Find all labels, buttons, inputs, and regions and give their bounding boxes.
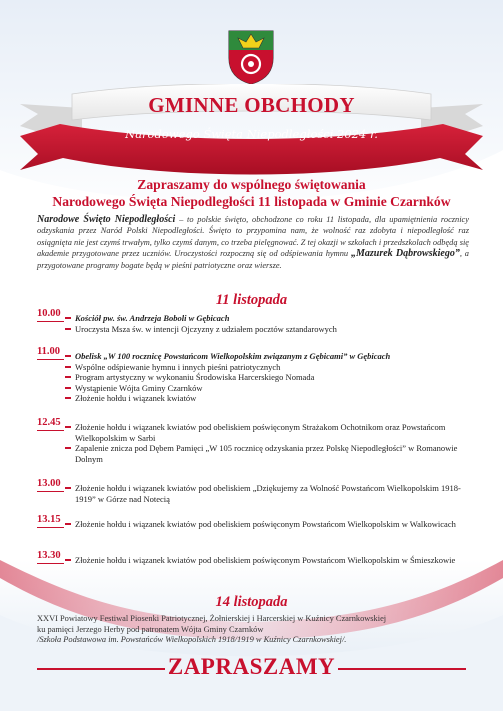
- list-item: Wspólne odśpiewanie hymnu i innych pieśni patriotycznych: [65, 362, 475, 373]
- day2-heading: 14 listopada: [215, 594, 288, 610]
- time-underline: [37, 563, 64, 564]
- coat-of-arms-icon: [226, 28, 276, 86]
- list-item: Zapalenie znicza pod Dębem Pamięci „W 105 rocznicę odzyskania przez Polskę Niepodległości” w Romanowie Dolnym: [65, 443, 475, 464]
- slot-time: 12.45: [37, 417, 61, 428]
- dash-icon: [65, 523, 71, 525]
- slot-time: 13.30: [37, 550, 61, 561]
- intro-paragraph: [37, 214, 469, 271]
- dash-icon: [65, 487, 71, 489]
- list-item: Złożenie hołdu i wiązanek kwiatów pod obeliskiem poświęconym Powstańcom Wielkopolskim w Śmieszkowie: [65, 555, 475, 566]
- time-underline: [37, 491, 64, 492]
- list-item: Obelisk „W 100 rocznicę Powstańcom Wielkopolskim związanym z Gębicami” w Gębicach: [65, 351, 475, 362]
- headline-line-2: Narodowego Święta Niepodległości 11 listopada w Gminie Czarnków: [52, 194, 451, 209]
- list-item: Program artystyczny w wykonaniu Środowiska Harcerskiego Nomada: [65, 372, 475, 383]
- intro-lead: Narodowe Święto Niepodległości: [37, 214, 176, 225]
- time-underline: [37, 430, 64, 431]
- list-item: Złożenie hołdu i wiązanek kwiatów pod obeliskiem poświęconym Strażakom Ochotnikom oraz Powstańcom Wielkopolskim w Sarbi: [65, 422, 475, 443]
- list-item: Złożenie hołdu i wiązanek kwiatów: [65, 393, 475, 404]
- list-item: Uroczysta Msza św. w intencji Ojczyzny z udziałem pocztów sztandarowych: [65, 324, 475, 335]
- list-item: Złożenie hołdu i wiązanek kwiatów pod obeliskiem „Dziękujemy za Wolność Powstańcom Wielkopolskim 1918-1919” w Górze nad Notecią: [65, 483, 475, 504]
- dash-icon: [65, 376, 71, 378]
- slot-time: 13.00: [37, 478, 61, 489]
- dash-icon: [65, 355, 71, 357]
- page-title: GMINNE OBCHODY: [148, 93, 355, 117]
- dash-icon: [65, 426, 71, 428]
- intro-anthem: „Mazurek Dąbrowskiego”: [350, 248, 460, 260]
- list-item: Kościół pw. św. Andrzeja Boboli w Gębicach: [65, 313, 475, 324]
- time-underline: [37, 359, 64, 360]
- dash-icon: [65, 387, 71, 389]
- dash-icon: [65, 447, 71, 449]
- day1-heading: 11 listopada: [215, 292, 288, 308]
- intro-text-2: , a przygotowane programy bogate będą w pieśni patriotyczne oraz wiersze.: [37, 249, 469, 270]
- festival-line-3: /Szkoła Podstawowa im. Powstańców Wielkopolskich 1918/1919 w Kuźnicy Czarnkowskiej/.: [37, 635, 347, 645]
- time-underline: [37, 527, 64, 528]
- footer-invitation: ZAPRASZAMY: [167, 654, 336, 679]
- list-item: Wystąpienie Wójta Gminy Czarnków: [65, 383, 475, 394]
- headline: [0, 176, 503, 210]
- intro-text-1: – to polskie święto, obchodzone co roku 11 listopada, dla upamiętnienia rocznicy odzyskania przez Naród Polski Niepodległości. Święto to przypomina nam, że wolność raz zdobyta i niepodległość raz osiągnięta nie jest czymś trwałym, tylko czymś danym, co trzeba pielęgnować. Z tej okazji w szkołach i przedszkolach odbędą się akademie przygotowane przez uczniów. Uroczystości rozpoczną się od odśpiewania hymnu: [37, 215, 469, 259]
- dash-icon: [65, 397, 71, 399]
- slot-time: 13.15: [37, 514, 61, 525]
- slot-time: 10.00: [37, 308, 61, 319]
- dash-icon: [65, 317, 71, 319]
- dash-icon: [65, 366, 71, 368]
- list-item: Złożenie hołdu i wiązanek kwiatów pod obeliskiem poświęconym Powstańcom Wielkopolskim w Walkowicach: [65, 519, 475, 530]
- festival-line-1: XXVI Powiatowy Festiwal Piosenki Patriotycznej, Żołnierskiej i Harcerskiej w Kuźnicy Czarnkowskiej: [37, 614, 387, 623]
- dash-icon: [65, 559, 71, 561]
- time-underline: [37, 321, 64, 322]
- headline-line-1: Zapraszamy do wspólnego świętowania: [137, 177, 366, 192]
- slot-time: 11.00: [37, 346, 61, 357]
- page-subtitle: Narodowego Święta Niepodległości 2024 r.: [125, 127, 378, 141]
- festival-info: [37, 614, 477, 646]
- dash-icon: [65, 328, 71, 330]
- festival-line-2: ku pamięci Jerzego Herby pod patronatem Wójta Gminy Czarnków: [37, 624, 264, 634]
